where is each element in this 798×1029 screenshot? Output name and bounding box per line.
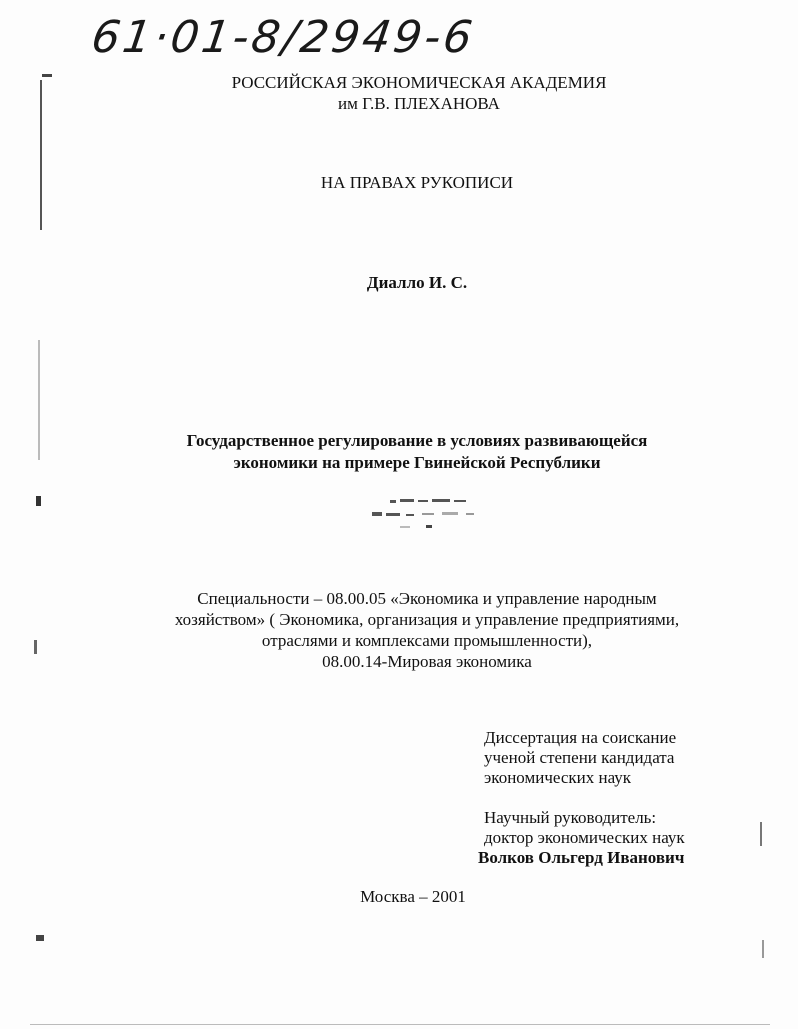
supervisor-label: Научный руководитель: (484, 808, 657, 827)
scan-margin-artifact (36, 496, 41, 506)
scan-margin-artifact (760, 822, 762, 846)
supervisor-name: Волков Ольгерд Иванович (478, 848, 685, 867)
dissertation-statement (484, 728, 676, 788)
dissertation-line-2: ученой степени кандидата (484, 748, 675, 767)
specialty-line-3: отраслями и комплексами промышленности), (261, 631, 593, 650)
manuscript-rights: НА ПРАВАХ РУКОПИСИ (320, 173, 514, 192)
specialty-line-4: 08.00.14-Мировая экономика (322, 652, 532, 671)
academy-name: РОССИЙСКАЯ ЭКОНОМИЧЕСКАЯ АКАДЕМИЯ (231, 73, 607, 92)
academy-subtitle: им Г.В. ПЛЕХАНОВА (338, 94, 500, 113)
specialty-line-1: Специальности – 08.00.05 «Экономика и управление народным (197, 589, 657, 608)
dissertation-line-3: экономических наук (484, 768, 632, 787)
dissertation-line-1: Диссертация на соискание (484, 728, 677, 747)
scan-margin-artifact (762, 940, 764, 958)
title-line-2: экономики на примере Гвинейской Республики (233, 453, 601, 472)
library-stamp-smudge (360, 494, 500, 538)
academy-heading (20, 72, 798, 114)
scan-margin-artifact (36, 935, 44, 941)
author-name: Диалло И. С. (366, 273, 468, 292)
handwritten-catalog-number: 61·01-8/2949-6 (88, 12, 479, 63)
dissertation-title (18, 430, 798, 474)
specialty-block (28, 588, 798, 672)
specialty-line-2: хозяйством» ( Экономика, организация и управление предприятиями, (174, 610, 680, 629)
title-line-1: Государственное регулирование в условиях развивающейся (186, 431, 648, 450)
supervisor-degree: доктор экономических наук (484, 828, 685, 847)
supervisor-block (478, 808, 685, 868)
city-year: Москва – 2001 (360, 887, 466, 906)
scan-bottom-edge (30, 1024, 770, 1025)
